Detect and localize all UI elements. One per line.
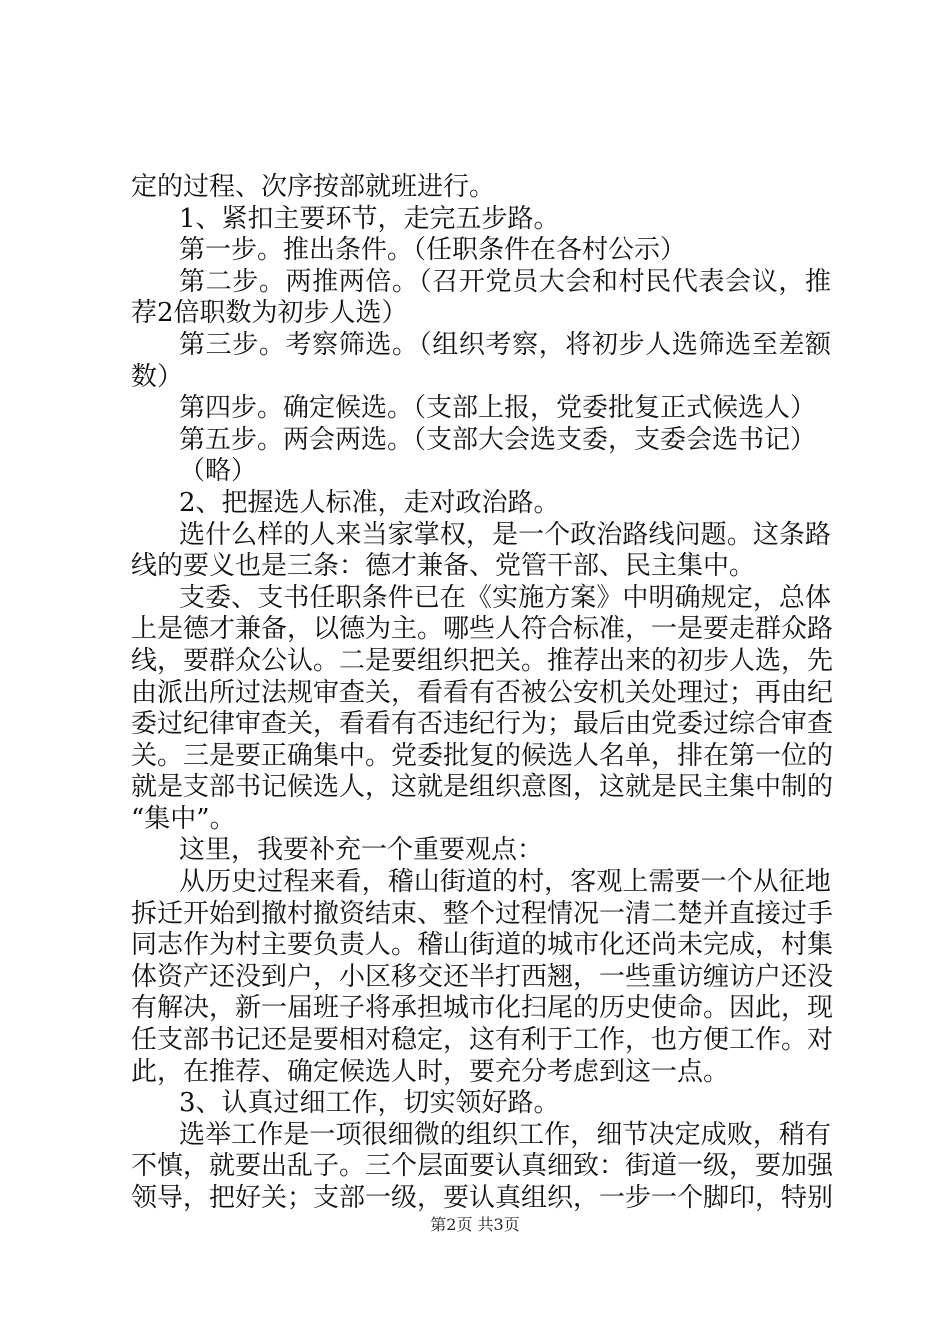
text-line: 就是支部书记候选人，这就是组织意图，这就是民主集中制的 <box>131 772 834 803</box>
text-line: 线，要群众公认。二是要组织把关。推荐出来的初步人选，先 <box>131 645 834 676</box>
text-line: 第四步。确定候选。（支部上报，党委批复正式候选人） <box>179 393 817 424</box>
text-line: 任支部书记还是要相对稳定，这有利于工作，也方便工作。对 <box>131 1025 834 1056</box>
text-line: 支委、支书任职条件已在《实施方案》中明确规定，总体 <box>179 582 831 613</box>
text-line: 定的过程、次序按部就班进行。 <box>131 172 496 202</box>
text-line: 上是德才兼备，以德为主。哪些人符合标准，一是要走群众路 <box>131 614 834 645</box>
text-line: 第五步。两会两选。（支部大会选支委，支委会选书记） <box>179 424 817 455</box>
text-line: 这里，我要补充一个重要观点： <box>179 835 544 866</box>
text-line: 选举工作是一项很细微的组织工作，细节决定成败，稍有 <box>179 1119 831 1150</box>
text-line: 数） <box>131 361 184 392</box>
text-line: （略） <box>179 456 258 487</box>
text-line: 拆迁开始到撤村撤资结束、整个过程情况一清二楚并直接过手 <box>131 898 834 929</box>
text-line: 关。三是要正确集中。党委批复的候选人名单，排在第一位的 <box>131 740 834 771</box>
text-line: 第一步。推出条件。（任职条件在各村公示） <box>179 235 687 266</box>
text-line: 2、把握选人标准，走对政治路。 <box>179 487 560 518</box>
text-line: 此，在推荐、确定候选人时，要充分考虑到这一点。 <box>131 1056 730 1087</box>
page-footer: 第2页 共3页 <box>430 1215 520 1234</box>
text-line: 3、认真过细工作，切实领好路。 <box>179 1088 560 1119</box>
text-line: 荐2倍职数为初步人选） <box>131 298 408 329</box>
text-line: 有解决，新一届班子将承担城市化扫尾的历史使命。因此，现 <box>131 993 834 1024</box>
document-body <box>131 172 834 1215</box>
text-line: 由派出所过法规审查关，看看有否被公安机关处理过；再由纪 <box>131 677 834 708</box>
text-line: 委过纪律审查关，看看有否违纪行为；最后由党委过综合审查 <box>131 709 834 740</box>
text-line: 不慎，就要出乱子。三个层面要认真细致：街道一级，要加强 <box>131 1151 834 1182</box>
text-line: 1、紧扣主要环节，走完五步路。 <box>179 203 560 234</box>
text-line: 从历史过程来看，稽山街道的村，客观上需要一个从征地 <box>179 867 831 898</box>
text-line: 第三步。考察筛选。（组织考察，将初步人选筛选至差额 <box>179 329 831 360</box>
text-line: 同志作为村主要负责人。稽山街道的城市化还尚未完成，村集 <box>131 930 834 961</box>
text-line: 领导，把好关；支部一级，要认真组织，一步一个脚印，特别 <box>131 1183 834 1213</box>
text-line: 体资产还没到户，小区移交还半打西翘，一些重访缠访户还没 <box>131 961 834 992</box>
text-line: 线的要义也是三条：德才兼备、党管干部、民主集中。 <box>131 551 756 582</box>
text-line: “集中”。 <box>131 803 236 834</box>
text-line: 选什么样的人来当家掌权，是一个政治路线问题。这条路 <box>179 519 831 550</box>
text-line: 第二步。两推两倍。（召开党员大会和村民代表会议，推 <box>179 266 831 297</box>
